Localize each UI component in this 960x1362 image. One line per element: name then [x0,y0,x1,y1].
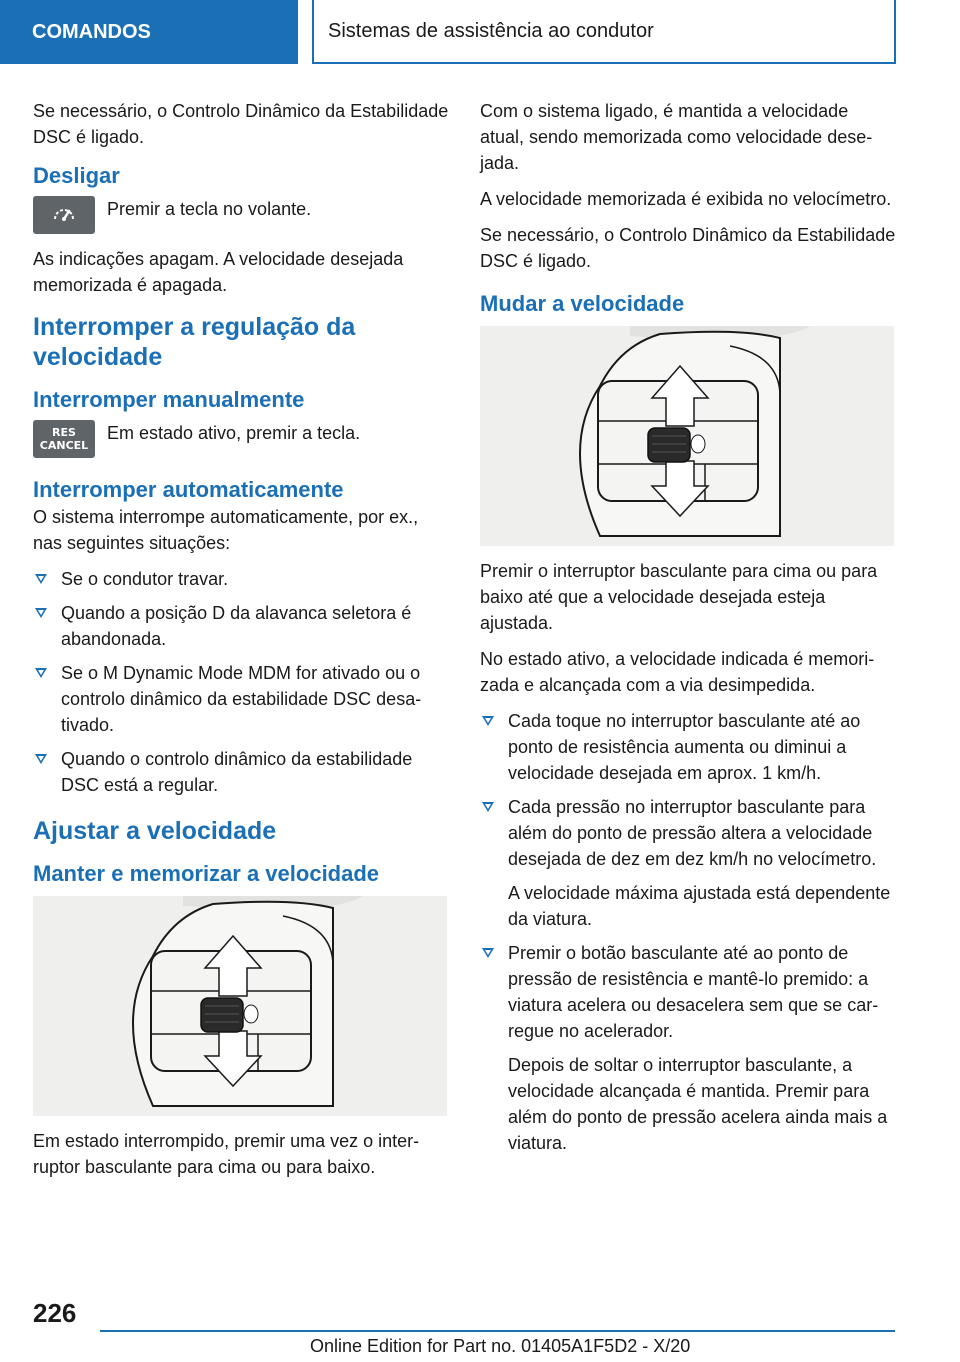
mudar-list [480,708,896,1156]
bullet-triangle-icon [35,754,47,764]
list-item: Cada toque no interruptor basculante até ao ponto de resistência aumenta ou diminui a velocidade desejada em aprox. 1 km/h. [480,708,896,786]
list-item-note: A velocidade máxima ajustada está dependente da viatura. [508,883,891,929]
right-paragraph-4: Premir o interruptor basculante para cima ou para baixo até que a velocidade desejada esteja ajustada. [480,561,878,633]
res-cancel-button-icon: RES CANCEL [33,420,95,458]
intro-paragraph: Se necessário, o Controlo Dinâmico da Estabilidade DSC é ligado. [33,101,449,147]
auto-list [33,566,449,798]
footer-edition: Online Edition for Part no. 01405A1F5D2 - X/20 [310,1336,691,1356]
page-header-title: Sistemas de assistência ao condutor [312,0,896,64]
manual-row [33,420,449,458]
heading-mudar: Mudar a velocidade [480,291,685,316]
bullet-triangle-icon [35,668,47,678]
right-paragraph-2: A velocidade memorizada é exibida no velocímetro. [480,189,892,209]
section-tab: COMANDOS [0,0,298,64]
indicacoes-paragraph: As indicações apagam. A velocidade desejada memorizada é apagada. [33,249,404,295]
figure-caption: Em estado interrompido, premir uma vez o interruptor basculante para cima ou para baixo. [33,1131,420,1177]
list-item: Quando o controlo dinâmico da estabilidade DSC está a regular. [33,746,449,798]
bullet-triangle-icon [35,574,47,584]
bullet-triangle-icon [482,948,494,958]
heading-desligar: Desligar [33,163,120,188]
left-column [33,98,449,1190]
auto-intro: O sistema interrompe automaticamente, por ex., nas seguintes situações: [33,507,419,553]
list-item: Se o M Dynamic Mode MDM for ativado ou o controlo dinâmico da estabilidade DSC desativado. [33,660,449,738]
bullet-triangle-icon [482,802,494,812]
bullet-triangle-icon [482,716,494,726]
footer-divider [100,1330,895,1332]
heading-interromper: Interromper a regulação da velocidade [33,313,356,371]
steering-wheel-rocker-figure-2 [480,326,894,546]
list-item: Cada pressão no interruptor basculante para além do ponto de pressão altera a velocidade desejada de dez em dez km/h no velocímetro. A velocidade máxima ajustada está dependente da viatura. [480,794,896,932]
list-item-note: Depois de soltar o interruptor basculante, a velocidade alcançada é mantida. Premir para além do ponto de pressão acelera ainda mais a viatura. [508,1055,888,1153]
desligar-instruction: Premir a tecla no volante. [107,199,312,219]
list-item: Quando a posição D da alavanca seletora é abandonada. [33,600,449,652]
page-number: 226 [33,1298,77,1328]
heading-auto: Interromper automaticamente [33,477,344,502]
steering-wheel-rocker-figure [33,896,447,1116]
right-paragraph-3: Se necessário, o Controlo Dinâmico da Estabilidade DSC é ligado. [480,225,896,271]
list-item: Se o condutor travar. [33,566,449,592]
speed-limiter-button-icon [33,196,95,234]
right-paragraph-1: Com o sistema ligado, é mantida a velocidade atual, sendo memorizada como velocidade desejada. [480,101,873,173]
right-paragraph-5: No estado ativo, a velocidade indicada é memorizada e alcançada com a via desimpedida. [480,649,875,695]
heading-manual: Interromper manualmente [33,387,305,412]
right-column [480,98,896,1166]
heading-ajustar: Ajustar a velocidade [33,817,277,845]
list-item: Premir o botão basculante até ao ponto de pressão de resistência e mantê-lo premido: a viatura acelera ou desacelera sem que se carregue no acelerador. Depois de soltar o interruptor basculante, a velocidade alcançada é mantida. Premir para além do ponto de pressão acelera ainda mais a viatura. [480,940,896,1156]
manual-instruction: Em estado ativo, premir a tecla. [107,423,361,443]
heading-manter: Manter e memorizar a velocidade [33,861,380,886]
bullet-triangle-icon [35,608,47,618]
desligar-row [33,196,449,234]
